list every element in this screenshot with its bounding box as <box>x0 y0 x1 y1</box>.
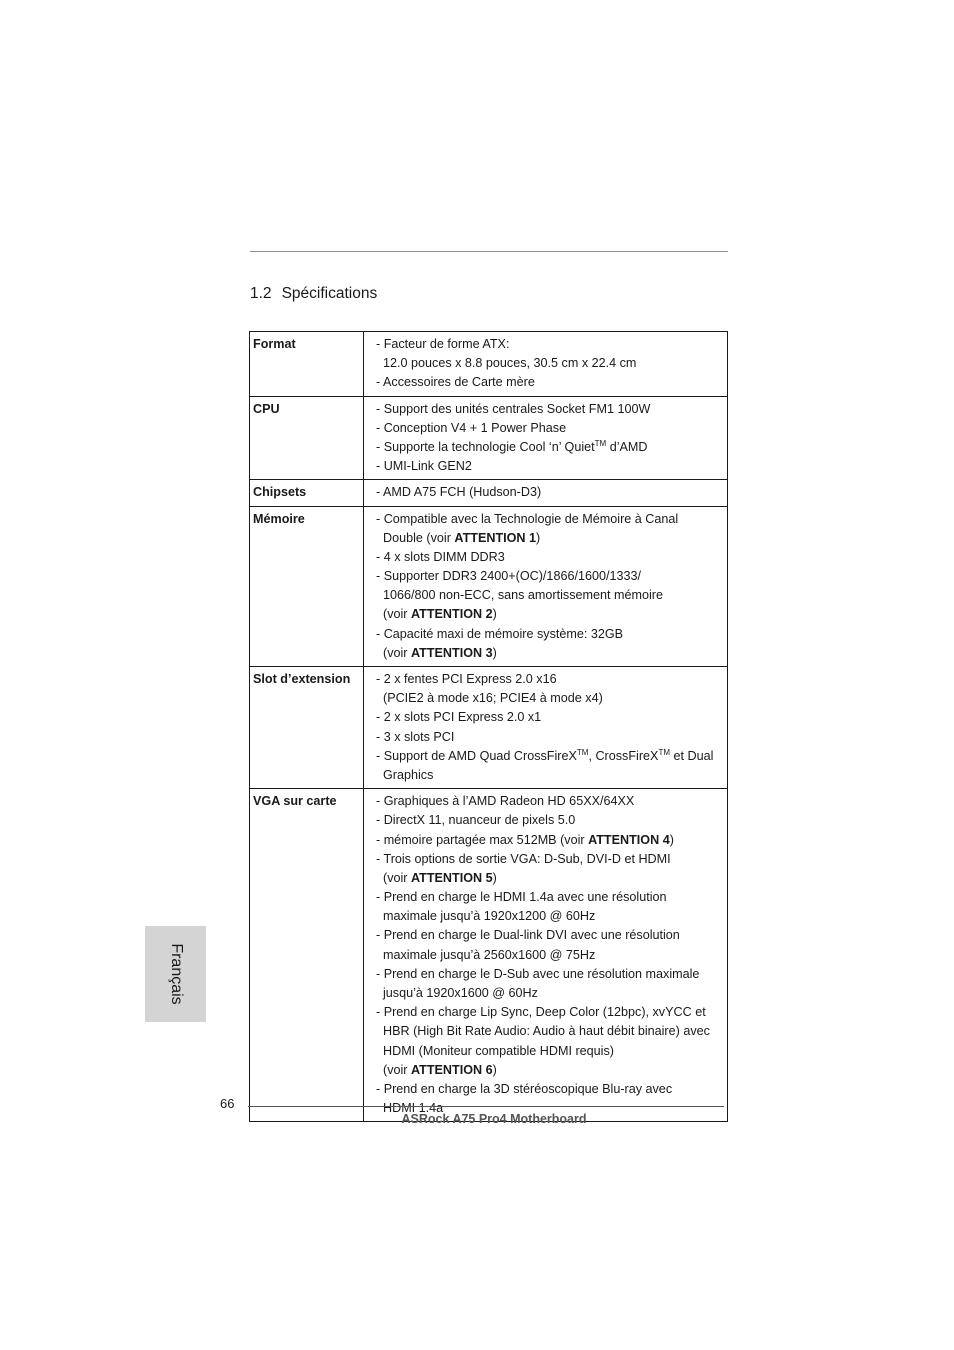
spec-values <box>364 667 728 789</box>
spec-line <box>376 907 721 926</box>
spec-text: - Facteur de forme ATX: <box>376 337 510 351</box>
spec-text: - DirectX 11, nuanceur de pixels 5.0 <box>376 813 576 828</box>
section-heading: Spécifications <box>281 285 378 302</box>
spec-line <box>376 728 721 747</box>
spec-text: - Prend en charge le D-Sub avec une résolution maximale <box>376 966 700 981</box>
spec-values <box>364 506 728 667</box>
spec-text: - 2 x fentes PCI Express 2.0 x16 <box>376 672 557 686</box>
spec-line <box>376 457 721 476</box>
spec-text: (voir <box>376 645 411 660</box>
spec-text: ) <box>669 832 674 847</box>
spec-line <box>376 766 721 785</box>
page-number: 66 <box>220 1096 235 1111</box>
spec-text: - Prend en charge le HDMI 1.4a avec une résolution <box>376 890 667 905</box>
spec-text: - Prend en charge la 3D stéréoscopique Blu-ray avec <box>376 1081 673 1096</box>
spec-label: VGA sur carte <box>250 789 364 1122</box>
spec-values <box>364 396 728 480</box>
spec-line <box>376 689 721 708</box>
spec-values <box>364 332 728 397</box>
spec-text: ) <box>492 870 497 885</box>
spec-text: - Prend en charge Lip Sync, Deep Color (12bpc), xvYCC et <box>376 1005 706 1020</box>
spec-text: - 3 x slots PCI <box>376 729 455 744</box>
spec-row <box>250 396 728 480</box>
spec-line <box>376 747 721 766</box>
top-rule <box>250 251 728 252</box>
attention-reference: ATTENTION 1 <box>454 530 537 545</box>
spec-row <box>250 480 728 506</box>
spec-line <box>376 811 721 830</box>
section-number: 1.2 <box>250 285 272 302</box>
spec-line <box>376 1042 721 1061</box>
footer-product-name: ASRock A75 Pro4 Motherboard <box>401 1112 587 1126</box>
spec-label: Mémoire <box>250 506 364 667</box>
spec-text: - Compatible avec la Technologie de Mémoire à Canal <box>376 511 679 526</box>
spec-text: jusqu’à 1920x1600 @ 60Hz <box>376 986 538 1000</box>
spec-text: Graphics <box>376 767 434 782</box>
spec-text: (voir <box>376 607 411 622</box>
spec-line <box>376 625 721 644</box>
spec-line <box>376 792 721 811</box>
spec-line <box>376 1003 721 1022</box>
spec-text: - UMI-Link GEN2 <box>376 459 472 474</box>
trademark-superscript: TM <box>576 747 589 757</box>
spec-line <box>376 1080 721 1099</box>
spec-line <box>376 1061 721 1080</box>
spec-line <box>376 831 721 850</box>
spec-text: - mémoire partagée max 512MB (voir <box>376 832 589 847</box>
spec-text: , CrossFireX <box>588 748 659 763</box>
spec-row <box>250 506 728 667</box>
spec-text: - Supporte la technologie Cool ‘n’ Quiet <box>376 439 595 454</box>
spec-text: HDMI (Moniteur compatible HDMI requis) <box>376 1043 614 1058</box>
language-tab-label: Français <box>168 943 185 1005</box>
spec-line <box>376 965 721 984</box>
spec-text: - 4 x slots DIMM DDR3 <box>376 549 505 564</box>
specifications-table <box>249 331 728 1122</box>
spec-line <box>376 586 721 605</box>
spec-line <box>376 888 721 907</box>
spec-text: - AMD A75 FCH (Hudson-D3) <box>376 485 542 500</box>
attention-reference: ATTENTION 4 <box>588 832 670 847</box>
spec-line <box>376 605 721 624</box>
spec-line <box>376 644 721 663</box>
spec-text: maximale jusqu’à 2560x1600 @ 75Hz <box>376 947 596 962</box>
spec-line <box>376 483 721 502</box>
spec-line <box>376 419 721 438</box>
spec-line <box>376 946 721 965</box>
spec-text: (voir <box>376 870 411 885</box>
spec-label: Slot d’extension <box>250 667 364 789</box>
spec-line <box>376 400 721 419</box>
spec-row <box>250 667 728 789</box>
attention-reference: ATTENTION 5 <box>410 870 493 885</box>
spec-text: 12.0 pouces x 8.8 pouces, 30.5 cm x 22.4 cm <box>376 356 637 371</box>
spec-text: ) <box>536 530 541 545</box>
spec-line <box>376 354 721 373</box>
trademark-superscript: TM <box>658 747 670 757</box>
spec-text: - Prend en charge le Dual-link DVI avec une résolution <box>376 928 680 943</box>
spec-text: ) <box>492 645 497 660</box>
spec-text: - Support de AMD Quad CrossFireX <box>376 748 577 763</box>
footer-rule <box>248 1106 724 1107</box>
spec-line <box>376 438 721 457</box>
language-tab <box>145 926 206 1022</box>
spec-text: - Graphiques à l’AMD Radeon HD 65XX/64XX <box>376 794 635 809</box>
spec-text: HDMI 1.4a <box>376 1101 444 1116</box>
spec-text: - Trois options de sortie VGA: D-Sub, DVI-D et HDMI <box>376 851 671 866</box>
spec-line <box>376 529 721 548</box>
spec-label: Chipsets <box>250 480 364 506</box>
spec-text: (PCIE2 à mode x16; PCIE4 à mode x4) <box>376 691 603 706</box>
spec-values <box>364 789 728 1122</box>
spec-text: - Capacité maxi de mémoire système: 32GB <box>376 626 624 641</box>
spec-text: - Supporter DDR3 2400+(OC)/1866/1600/1333/ <box>376 569 641 584</box>
section-title <box>250 285 377 303</box>
spec-line <box>376 869 721 888</box>
spec-line <box>376 373 721 392</box>
spec-label: Format <box>250 332 364 397</box>
spec-line <box>376 510 721 529</box>
spec-text: 1066/800 non-ECC, sans amortissement mémoire <box>376 588 663 603</box>
spec-text: - 2 x slots PCI Express 2.0 x1 <box>376 710 542 725</box>
spec-text: HBR (High Bit Rate Audio: Audio à haut débit binaire) avec <box>376 1024 710 1039</box>
spec-text: - Conception V4 + 1 Power Phase <box>376 420 567 435</box>
spec-line <box>376 850 721 869</box>
spec-line <box>376 708 721 727</box>
spec-row <box>250 789 728 1122</box>
spec-text: d’AMD <box>606 439 648 454</box>
spec-line <box>376 548 721 567</box>
spec-text: ) <box>492 1062 497 1077</box>
attention-reference: ATTENTION 6 <box>410 1062 493 1077</box>
spec-label: CPU <box>250 396 364 480</box>
spec-text: (voir <box>376 1062 411 1077</box>
trademark-superscript: TM <box>594 438 607 448</box>
spec-line <box>376 335 721 354</box>
spec-line <box>376 1022 721 1041</box>
spec-row <box>250 332 728 397</box>
spec-line <box>376 984 721 1003</box>
spec-line <box>376 567 721 586</box>
spec-text: - Support des unités centrales Socket FM1 100W <box>376 401 651 416</box>
attention-reference: ATTENTION 3 <box>410 645 493 660</box>
spec-text: et Dual <box>670 748 714 763</box>
spec-text: ) <box>492 607 497 622</box>
spec-values <box>364 480 728 506</box>
spec-text: - Accessoires de Carte mère <box>376 375 535 390</box>
specifications-table-body <box>250 332 728 1122</box>
spec-text: Double (voir <box>376 530 455 545</box>
spec-line <box>376 670 721 689</box>
spec-line <box>376 926 721 945</box>
attention-reference: ATTENTION 2 <box>410 607 493 622</box>
spec-text: maximale jusqu’à 1920x1200 @ 60Hz <box>376 909 596 924</box>
